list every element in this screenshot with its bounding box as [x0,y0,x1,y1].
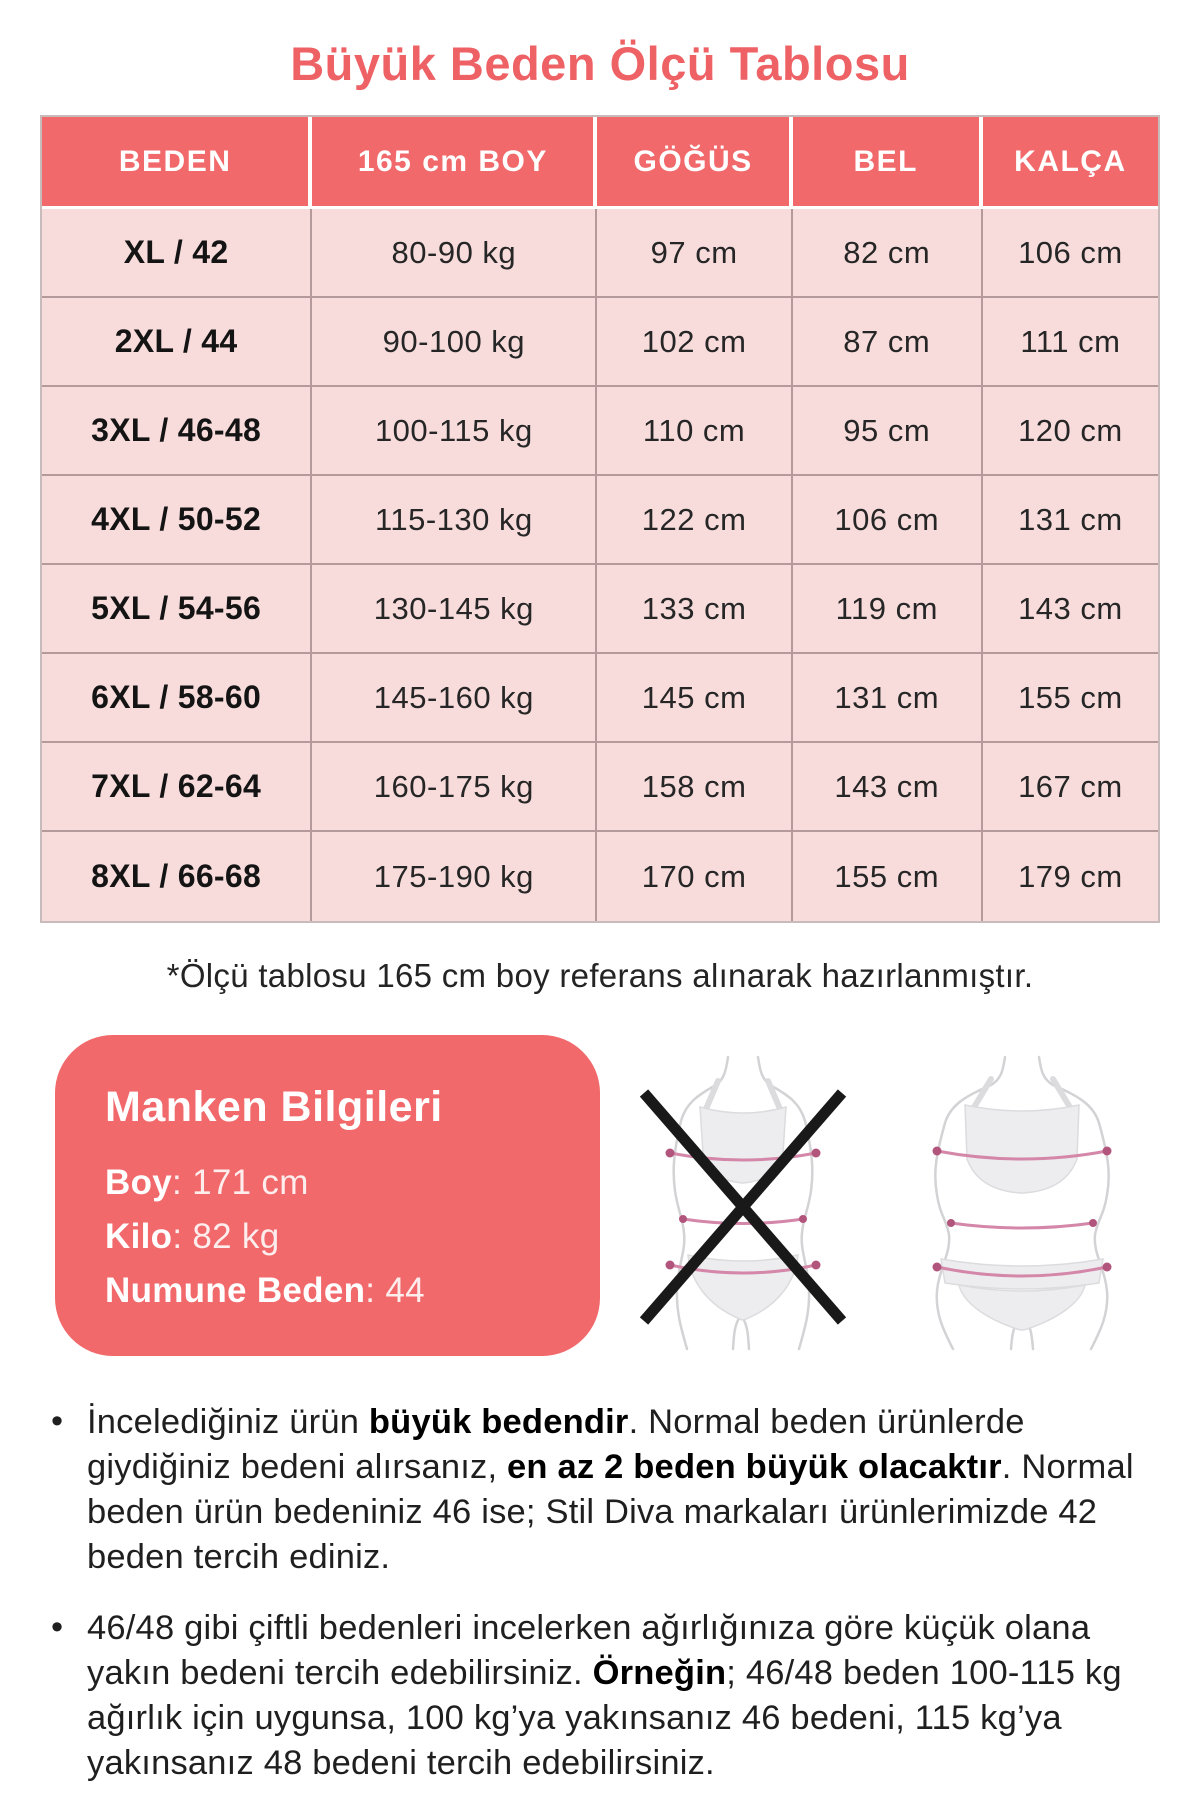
measure-cell: 158 cm [597,743,792,832]
model-info-value: : 82 kg [172,1217,280,1256]
measure-cell: 145-160 kg [312,654,597,743]
measure-cell: 90-100 kg [312,298,597,387]
plus-size-body-icon [903,1051,1141,1351]
measure-cell: 155 cm [983,654,1158,743]
figure-illustrations [621,1035,1145,1351]
measure-cell: 115-130 kg [312,476,597,565]
table-header-cell: BEDEN [42,117,312,209]
note-text-bold: Örneğin [592,1654,727,1692]
model-info-line [105,1156,564,1210]
note-text-bold: en az 2 beden büyük olacaktır [507,1448,1002,1486]
measure-cell: 143 cm [793,743,983,832]
bullet-marker-icon: • [51,1402,64,1440]
note-item [45,1606,1155,1786]
note-text-bold: büyük bedendir [368,1403,629,1441]
measure-cell: 122 cm [597,476,792,565]
size-label-cell: 7XL / 62-64 [42,743,312,832]
slim-body-crossed-icon [621,1051,865,1351]
plus-size-body-silhouette [933,1057,1112,1349]
measure-cell: 106 cm [983,209,1158,298]
table-header-cell: BEL [793,117,983,209]
measure-cell: 155 cm [793,832,983,921]
note-item [45,1400,1155,1580]
measure-cell: 131 cm [983,476,1158,565]
measure-cell: 175-190 kg [312,832,597,921]
measure-cell: 100-115 kg [312,387,597,476]
table-footnote: *Ölçü tablosu 165 cm boy referans alınarak hazırlanmıştır. [166,957,1034,994]
model-info-heading: Manken Bilgileri [105,1083,443,1131]
note-text: . Normal beden ürünlerde giydiğiniz bedeni alırsanız, [87,1403,1025,1486]
measure-cell: 95 cm [793,387,983,476]
measure-cell: 111 cm [983,298,1158,387]
measure-cell: 110 cm [597,387,792,476]
measure-cell: 119 cm [793,565,983,654]
size-label-cell: 2XL / 44 [42,298,312,387]
note-text: ; 46/48 beden 100-115 kg ağırlık için uygunsa, 100 kg’ya yakınsanız 46 bedeni, 115 kg’ya yakınsanız 48 bedeni tercih edebilirsiniz. [87,1654,1122,1782]
page-title: Büyük Beden Ölçü Tablosu [290,37,910,90]
note-text: . Normal beden ürün bedeniniz 46 ise; Stil Diva markaları ürünlerimizde 42 beden tercih ediniz. [87,1448,1134,1576]
table-header-cell: GÖĞÜS [597,117,792,209]
measure-cell: 167 cm [983,743,1158,832]
measure-cell: 145 cm [597,654,792,743]
measure-cell: 97 cm [597,209,792,298]
measure-cell: 131 cm [793,654,983,743]
size-label-cell: 8XL / 66-68 [42,832,312,921]
table-header-cell: 165 cm BOY [312,117,597,209]
bullet-marker-icon: • [51,1608,64,1646]
measure-cell: 179 cm [983,832,1158,921]
measure-cell: 82 cm [793,209,983,298]
size-label-cell: 3XL / 46-48 [42,387,312,476]
measure-cell: 102 cm [597,298,792,387]
model-info-value: : 171 cm [172,1163,309,1202]
model-info-value: : 44 [365,1271,425,1310]
measure-cell: 87 cm [793,298,983,387]
measure-cell: 120 cm [983,387,1158,476]
model-info-line [105,1210,564,1264]
measure-cell: 160-175 kg [312,743,597,832]
measure-cell: 170 cm [597,832,792,921]
model-info-label: Numune Beden [105,1271,366,1310]
model-info-lines [105,1156,564,1318]
note-text: İncelediğiniz ürün [87,1403,369,1441]
measure-cell: 143 cm [983,565,1158,654]
model-info-section [55,1035,1145,1356]
model-info-label: Kilo [105,1217,173,1256]
model-info-line [105,1264,564,1318]
measure-cell: 133 cm [597,565,792,654]
note-text: 46/48 gibi çiftli bedenleri incelerken ağırlığınıza göre küçük olana yakın bedeni tercih edebilirsiniz. [87,1609,1091,1692]
table-header-cell: KALÇA [983,117,1158,209]
measure-cell: 106 cm [793,476,983,565]
measure-cell: 130-145 kg [312,565,597,654]
model-info-label: Boy [105,1163,173,1202]
size-table [40,115,1160,923]
measure-cell: 80-90 kg [312,209,597,298]
size-label-cell: 4XL / 50-52 [42,476,312,565]
size-label-cell: 5XL / 54-56 [42,565,312,654]
notes-list [45,1400,1155,1786]
size-label-cell: XL / 42 [42,209,312,298]
size-label-cell: 6XL / 58-60 [42,654,312,743]
model-info-card [55,1035,600,1356]
